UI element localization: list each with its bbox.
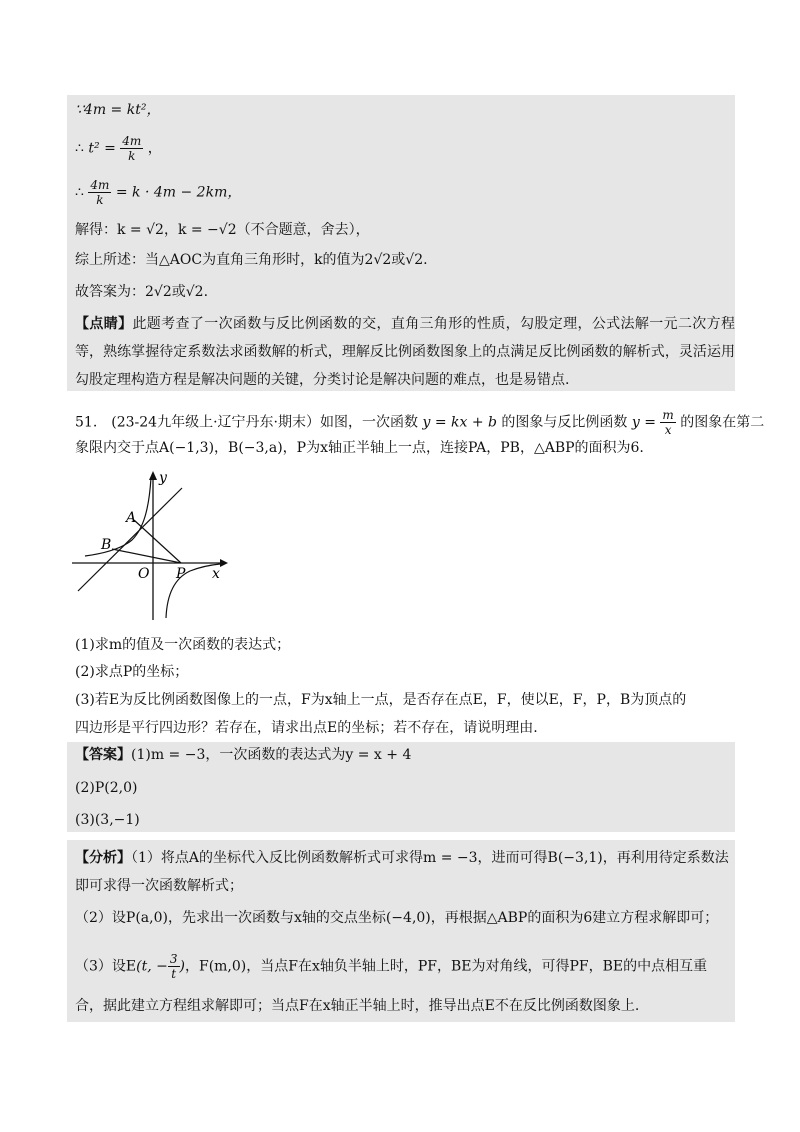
solution-line-5: 综上所述：当△AOC为直角三角形时，k的值为2√2或√2. [75, 252, 428, 268]
analysis-line-1: 【分析】（1）将点A的坐标代入反比例函数解析式可求得m = −3，进而可得B(−3,1)，再利用待定系数法 [75, 850, 729, 866]
solution-line-3: ∴ $\frac{4m}{k}$ = k · 4m − 2km， [75, 178, 242, 207]
question-3-line-2: 四边形是平行四边形？若存在，请求出点E的坐标；若不存在，请说明理由. [75, 720, 538, 736]
linear-function-line [78, 488, 182, 591]
solution-line-6: 故答案为：2√2或√2. [75, 284, 209, 300]
segment-pb [112, 549, 181, 563]
y-axis-label: y [159, 470, 167, 486]
function-graph-figure [70, 468, 250, 628]
question-1: (1)求m的值及一次函数的表达式； [75, 637, 291, 653]
problem-line-2: 象限内交于点A(−1,3)，B(−3,a)，P为x轴正半轴上一点，连接PA，PB，△ABP的面积为6. [75, 440, 644, 456]
hyperbola-branch-2 [85, 478, 151, 556]
answer-line-2: (2)P(2,0) [75, 780, 138, 796]
solution-line-4: 解得：k = √2，k = −√2（不合题意，舍去）， [75, 222, 370, 238]
point-a-label: A [126, 510, 137, 526]
answer-line-1: 【答案】(1)m = −3，一次函数的表达式为y = x + 4 [75, 747, 412, 763]
x-axis-label: x [212, 566, 220, 582]
point-p-label: P [176, 566, 186, 582]
segment-pa [134, 520, 181, 563]
y-axis-arrow [149, 471, 157, 480]
question-2: (2)求点P的坐标； [75, 664, 189, 680]
problem-line-1: 51. (23-24九年级上·辽宁丹东·期末）如图，一次函数 y = kx + b 的图象与反比例函数 y = $\frac{m}{x}$ 的图象在第二 [75, 408, 765, 437]
dianjing-text: 【点睛】此题考查了一次函数与反比例函数的交，直角三角形的性质，勾股定理，公式法解一元二次方程等，熟练掌握待定系数法求函数解的析式，理解反比例函数图象上的点满足反比例函数的解析式，灵活运用勾股定理构造方程是解决问题的关键，分类讨论是解决问题的难点，也是易错点. [75, 316, 736, 388]
analysis-line-4: （3）设E(t, − $\frac{3}{t}$ )，F(m,0)，当点F在x轴负半轴上时，PF，BE为对角线，可得PF，BE的中点相互重 [75, 952, 708, 981]
question-3-line-1: (3)若E为反比例函数图像上的一点，F为x轴上一点，是否存在点E，F，使以E，F，P，B为顶点的 [75, 692, 687, 708]
analysis-line-2: 即可求得一次函数解析式； [75, 878, 243, 894]
analysis-line-3: （2）设P(a,0)，先求出一次函数与x轴的交点坐标(−4,0)，再根据△ABP的面积为6建立方程求解即可； [75, 910, 719, 926]
answer-line-3: (3)(3,−1) [75, 812, 140, 828]
origin-label: O [138, 566, 150, 582]
analysis-line-5: 合，据此建立方程组求解即可；当点F在x轴正半轴上时，推导出点E不在反比例函数图象上. [75, 998, 640, 1014]
solution-line-2: ∴ t² = $\frac{4m}{k}$ ， [75, 134, 162, 163]
point-b-label: B [101, 537, 112, 553]
x-axis-arrow [220, 559, 228, 567]
solution-line-1: ∵4m = kt²， [75, 102, 161, 118]
